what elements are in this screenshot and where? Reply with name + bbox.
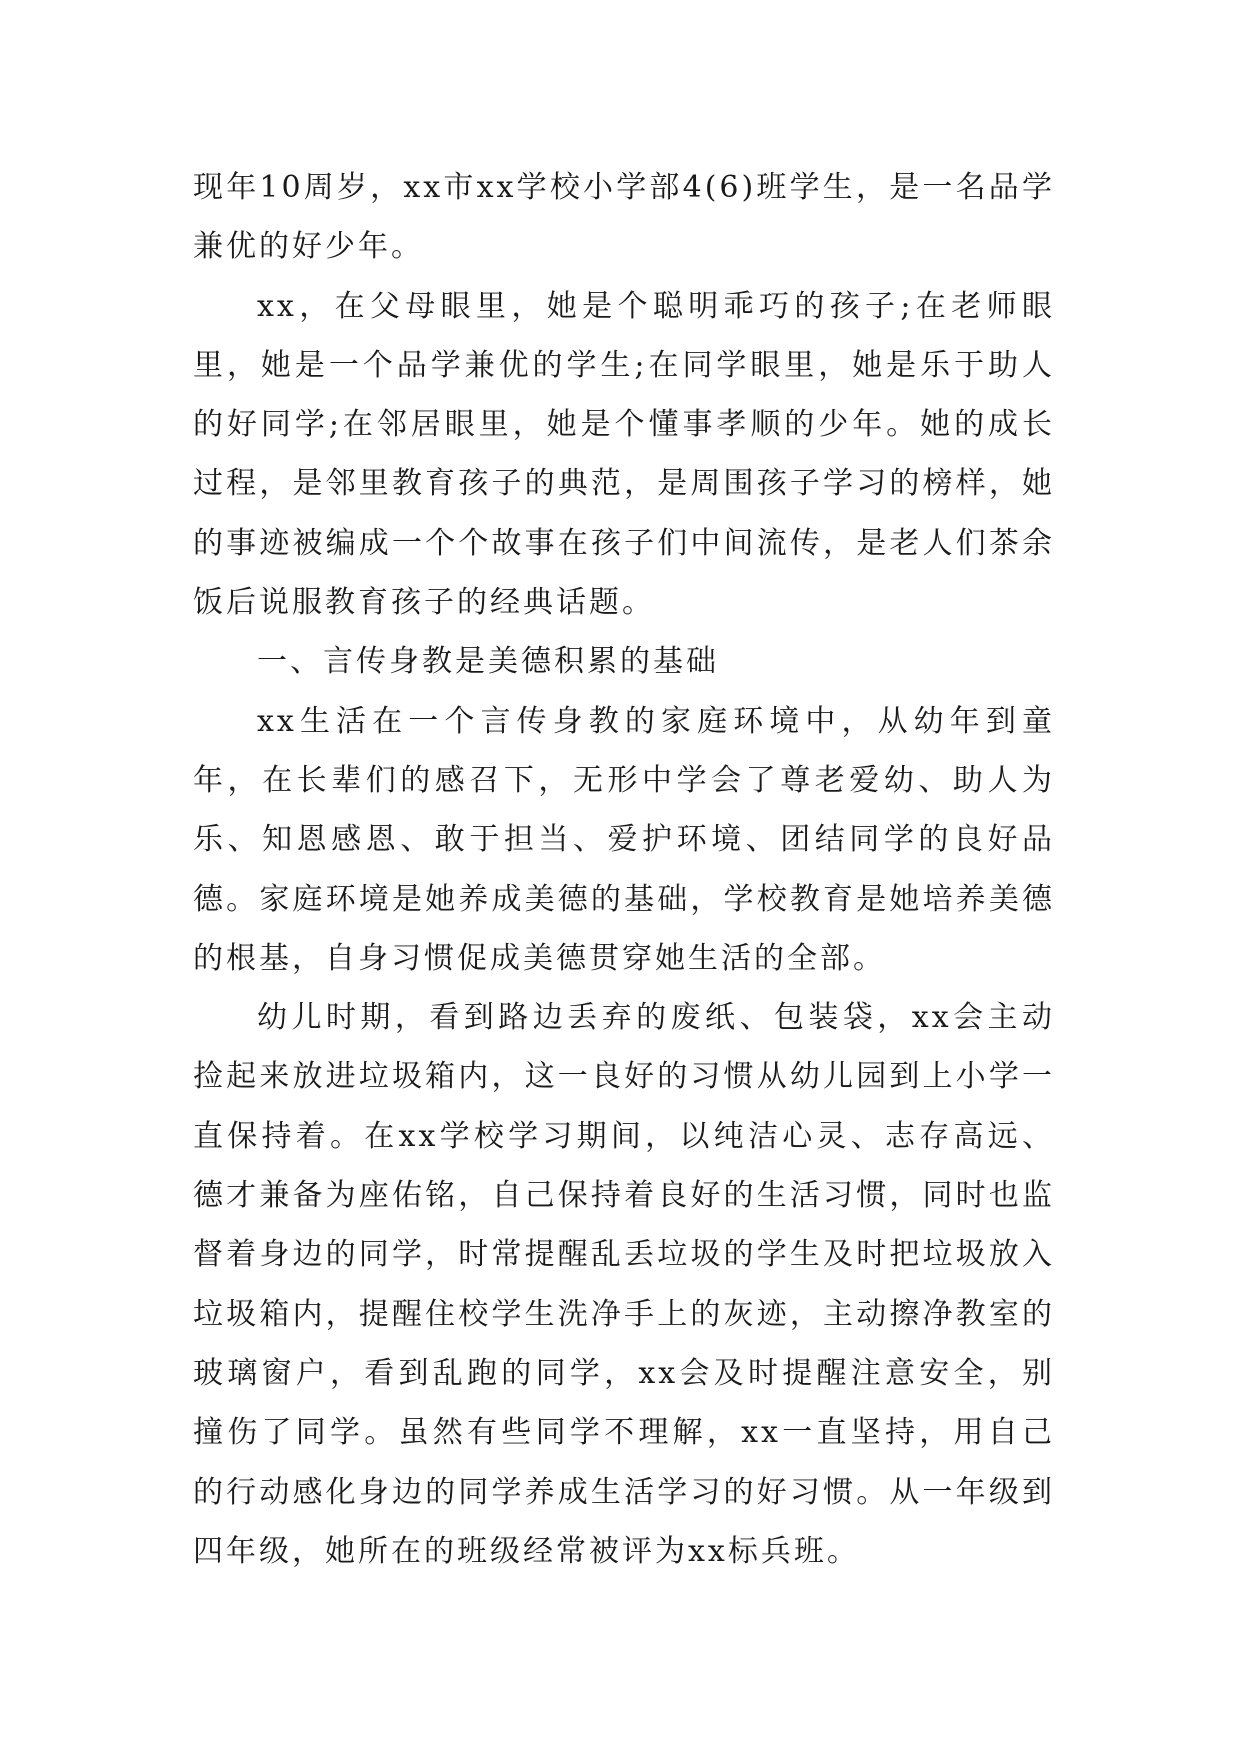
section-heading: 一、言传身教是美德积累的基础 — [257, 644, 719, 680]
paragraph-childhood-habits: 幼儿时期，看到路边丢弃的废纸、包装袋，xx会主动捡起来放进垃圾箱内，这一良好的习惯从幼儿园到上小学一直保持着。在xx学校学习期间，以纯洁心灵、志存高远、德才兼备为座佑铭，自己保持着良好的生活习惯，同时也监督着身边的同学，时常提醒乱丢垃圾的学生及时把垃圾放入垃圾箱内，提醒住校学生洗净手上的灰迹，主动擦净教室的玻璃窗户，看到乱跑的同学，xx会及时提醒注意安全，别撞伤了同学。虽然有些同学不理解，xx一直坚持，用自己的行动感化身边的同学养成生活学习的好习惯。从一年级到四年级，她所在的班级经常被评为xx标兵班。 — [193, 1000, 1055, 1569]
document-body — [193, 158, 1055, 1581]
paragraph-intro: 现年10周岁，xx市xx学校小学部4(6)班学生，是一名品学兼优的好少年。 — [193, 170, 1055, 265]
paragraph-description: xx，在父母眼里，她是个聪明乖巧的孩子;在老师眼里，她是一个品学兼优的学生;在同学眼里，她是乐于助人的好同学;在邻居眼里，她是个懂事孝顺的少年。她的成长过程，是邻里教育孩子的典范，是周围孩子学习的榜样，她的事迹被编成一个个故事在孩子们中间流传，是老人们茶余饭后说服教育孩子的经典话题。 — [193, 288, 1055, 621]
paragraph-family-environment: xx生活在一个言传身教的家庭环境中，从幼年到童年，在长辈们的感召下，无形中学会了尊老爱幼、助人为乐、知恩感恩、敢于担当、爱护环境、团结同学的良好品德。家庭环境是她养成美德的基础，学校教育是她培养美德的根基，自身习惯促成美德贯穿她生活的全部。 — [193, 703, 1055, 976]
